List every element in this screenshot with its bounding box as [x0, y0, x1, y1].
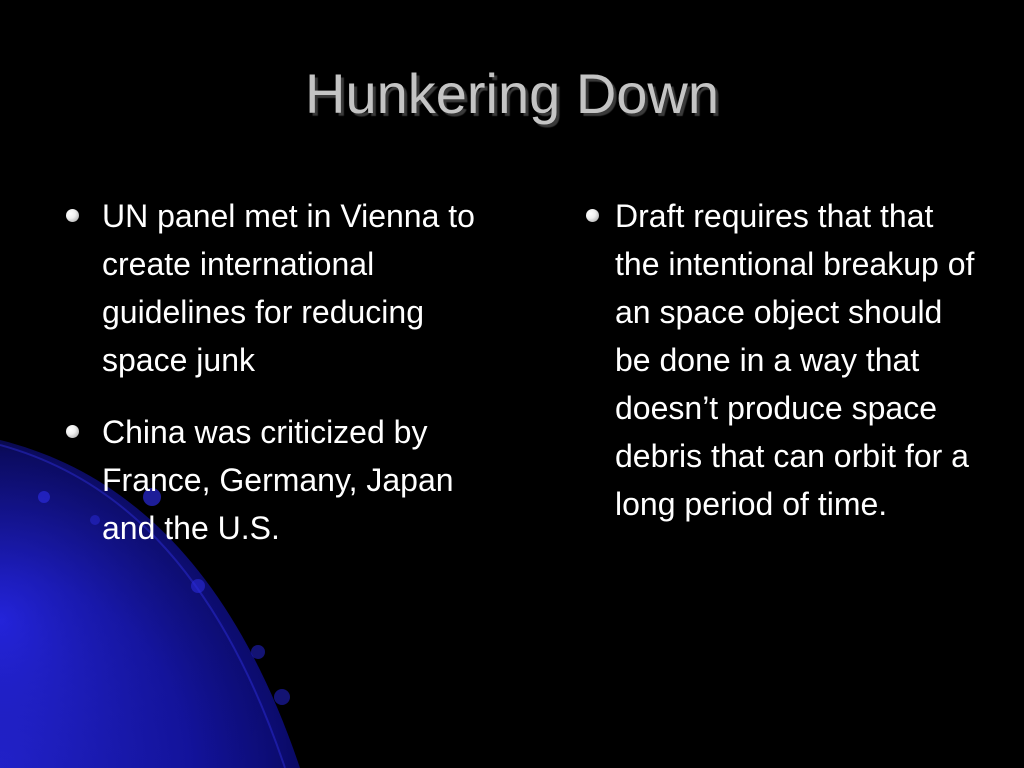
bullet-icon	[66, 425, 79, 438]
decor-dot	[38, 491, 50, 503]
right-column	[580, 192, 980, 552]
bullet-icon	[586, 209, 599, 222]
slide-title: Hunkering Down	[305, 62, 719, 125]
bullet-icon	[66, 209, 79, 222]
list-item	[60, 408, 480, 552]
right-bullet-list	[580, 192, 980, 528]
left-column	[60, 192, 480, 576]
bullet-text: Draft requires that that the intentional breakup of an space object should be done in a way that doesn’t produce space debris that can orbit for a long period of time.	[615, 198, 975, 522]
bullet-text: UN panel met in Vienna to create international guidelines for reducing space junk	[102, 198, 475, 378]
decor-dot	[251, 645, 265, 659]
decor-dot	[274, 689, 290, 705]
decor-dot	[191, 579, 205, 593]
bullet-text: China was criticized by France, Germany, Japan and the U.S.	[102, 414, 454, 546]
list-item	[60, 192, 480, 384]
list-item	[580, 192, 980, 528]
left-bullet-list	[60, 192, 480, 552]
